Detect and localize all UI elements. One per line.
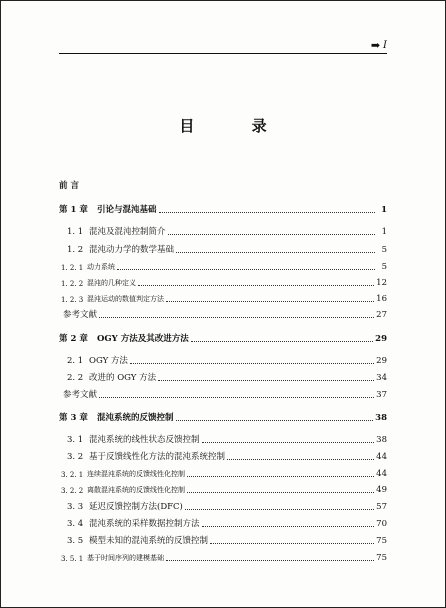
- toc-page: 75: [376, 553, 387, 563]
- toc-text: 混沌的几种定义: [87, 279, 136, 287]
- toc-section[interactable]: [59, 450, 387, 462]
- toc-section[interactable]: [59, 225, 387, 237]
- header-page-number: I: [383, 39, 387, 51]
- toc-section[interactable]: [59, 517, 387, 529]
- toc-number: 1. 1: [67, 227, 84, 237]
- leader-dots: [159, 211, 375, 213]
- toc-number: 1. 2. 3: [61, 296, 84, 304]
- toc-text: 引论与混沌基础: [97, 205, 157, 215]
- leader-dots: [185, 508, 374, 510]
- toc-page: 49: [376, 485, 387, 495]
- toc-text: OGY 方法及其改进方法: [97, 334, 189, 344]
- toc-number: 1. 2. 2: [61, 280, 84, 288]
- toc-number: 第 2 章: [59, 334, 88, 344]
- toc-number: 1. 2: [67, 245, 84, 255]
- toc-number: 第 3 章: [59, 413, 88, 423]
- toc-text: 基于时间序列的建模基础: [87, 554, 164, 562]
- toc-text: 参考文献: [63, 310, 98, 320]
- toc-page: 44: [376, 452, 387, 462]
- toc-number: 第 1 章: [59, 205, 88, 215]
- toc-text: 基于反馈线性化方法的混沌系统控制: [89, 452, 226, 462]
- toc-page: 70: [376, 519, 387, 529]
- toc-text: 参考文献: [63, 390, 98, 400]
- toc-number: 3. 2. 2: [61, 487, 84, 495]
- leader-dots: [99, 396, 374, 398]
- toc-section[interactable]: [59, 354, 387, 366]
- leader-dots: [166, 300, 374, 302]
- leader-dots: [210, 542, 374, 544]
- toc-subsection[interactable]: [59, 292, 387, 304]
- leader-dots: [138, 284, 374, 286]
- arrow-icon: ➡: [370, 38, 381, 52]
- toc-subsection[interactable]: [59, 260, 387, 272]
- leader-dots: [202, 525, 375, 527]
- toc-text: 改进的 OGY 方法: [89, 373, 157, 383]
- toc-page: 29: [375, 334, 387, 344]
- toc-number: 1. 2. 1: [61, 264, 84, 272]
- toc-page: 38: [376, 435, 387, 445]
- toc-page: 44: [376, 469, 387, 479]
- leader-dots: [158, 379, 374, 381]
- toc-number: 2. 1: [67, 356, 84, 366]
- leader-dots: [168, 233, 375, 235]
- leader-dots: [187, 491, 374, 493]
- toc-page: 38: [375, 413, 387, 423]
- toc-text: 前 言: [59, 181, 79, 191]
- leader-dots: [176, 419, 374, 421]
- toc-section[interactable]: [59, 534, 387, 546]
- toc-number: 3. 5. 1: [61, 555, 84, 563]
- toc-page: 1: [381, 227, 387, 237]
- toc-subsection[interactable]: [59, 276, 387, 288]
- toc-section[interactable]: [59, 433, 387, 445]
- toc-text: 模型未知的混沌系统的反馈控制: [89, 536, 209, 546]
- toc-number: 3. 1: [67, 435, 84, 445]
- toc-page: 34: [376, 373, 387, 383]
- toc-text: 混沌动力学的数学基础: [89, 245, 175, 255]
- toc-number: 3. 5: [67, 536, 84, 546]
- toc-text: OGY 方法: [89, 356, 128, 366]
- toc-chapter[interactable]: [59, 411, 387, 423]
- toc-page: 5: [381, 245, 387, 255]
- toc-page: 27: [376, 310, 387, 320]
- toc-page: 29: [376, 356, 387, 366]
- toc-references[interactable]: [59, 308, 387, 320]
- leader-dots: [130, 362, 374, 364]
- toc-text: 混沌系统的反馈控制: [97, 413, 174, 423]
- toc-text: 混沌系统的采样数据控制方法: [89, 519, 200, 529]
- toc-section[interactable]: [59, 371, 387, 383]
- leader-dots: [227, 458, 374, 460]
- toc-page: 12: [376, 278, 387, 288]
- toc-page: 37: [376, 390, 387, 400]
- toc-text: 混沌及混沌控制简介: [89, 227, 166, 237]
- toc-subsection[interactable]: [59, 467, 387, 479]
- toc-page: 75: [376, 536, 387, 546]
- leader-dots: [202, 441, 375, 443]
- toc-number: 3. 2: [67, 452, 84, 462]
- toc-page: 5: [381, 262, 387, 272]
- leader-dots: [176, 251, 375, 253]
- toc-references[interactable]: [59, 388, 387, 400]
- toc-section[interactable]: [59, 243, 387, 255]
- leader-dots: [99, 316, 374, 318]
- toc-page: 57: [376, 502, 387, 512]
- toc-page: 16: [376, 294, 387, 304]
- toc-chapter[interactable]: [59, 203, 387, 215]
- toc-page: 1: [381, 205, 387, 215]
- toc-number: 3. 4: [67, 519, 84, 529]
- toc-section[interactable]: [59, 500, 387, 512]
- running-header: [59, 37, 387, 54]
- toc-text: 离散混沌系统的反馈线性化控制: [87, 486, 185, 494]
- toc-number: 3. 3: [67, 502, 84, 512]
- leader-dots: [166, 559, 374, 561]
- toc-text: 连续混沌系统的反馈线性化控制: [87, 470, 185, 478]
- toc-chapter[interactable]: [59, 332, 387, 344]
- toc-preface[interactable]: [59, 179, 387, 191]
- leader-dots: [191, 340, 373, 342]
- toc-subsection[interactable]: [59, 483, 387, 495]
- toc-text: 动力系统: [87, 263, 115, 271]
- toc-text: 混沌系统的线性状态反馈控制: [89, 435, 200, 445]
- leader-dots: [117, 268, 375, 270]
- toc-text: 混沌运动的数值判定方法: [87, 295, 164, 303]
- page-title: 目 录: [179, 117, 293, 135]
- toc-number: 3. 2. 1: [61, 471, 84, 479]
- toc-number: 2. 2: [67, 373, 84, 383]
- toc-subsection[interactable]: [59, 551, 387, 563]
- toc-text: 延迟反馈控制方法(DFC): [89, 502, 183, 512]
- leader-dots: [187, 475, 374, 477]
